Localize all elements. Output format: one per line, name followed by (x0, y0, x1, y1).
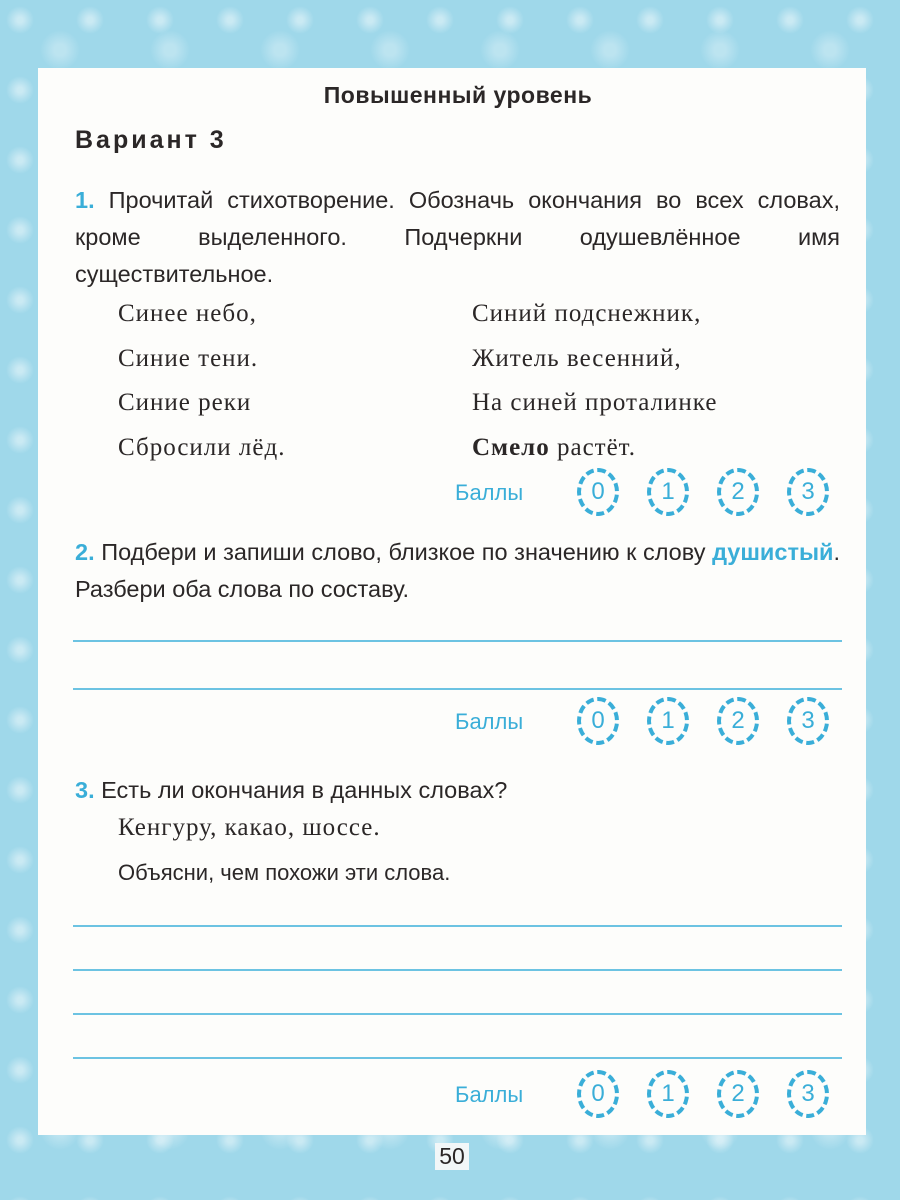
score-option-2[interactable]: 2 (717, 697, 759, 745)
answer-line[interactable] (73, 925, 842, 927)
score-selector-2 (455, 697, 855, 747)
score-option-2[interactable]: 2 (717, 468, 759, 516)
answer-line[interactable] (73, 1013, 842, 1015)
score-option-0[interactable]: 0 (577, 1070, 619, 1118)
poem-right-column (472, 292, 717, 470)
variant-title: Вариант 3 (75, 126, 227, 154)
score-selector-1 (455, 468, 855, 518)
poem-line: Синие тени. (118, 344, 259, 372)
poem-line: Синий подснежник, (472, 300, 702, 327)
score-label: Баллы (455, 709, 524, 734)
page-number: 50 (435, 1143, 469, 1170)
task-text: Прочитай стихотворение. Обозначь окончания во всех словах, кроме выделенного. Подчеркни одушевлённое имя существительное. (75, 187, 841, 287)
highlighted-word: Смело (472, 433, 550, 461)
poem-line: Синее небо, (118, 300, 257, 327)
task-2-instructions: 2. Подбери и запиши слово, близкое по значению к слову душистый. Разбери оба слова по составу. (75, 539, 840, 602)
task-3-prompt: Объясни, чем похожи эти слова. (118, 860, 451, 885)
answer-line[interactable] (73, 1057, 842, 1059)
score-option-3[interactable]: 3 (787, 1070, 829, 1118)
task-number: 1. (75, 187, 95, 213)
poem-line: Житель весенний, (472, 344, 682, 372)
score-option-0[interactable]: 0 (577, 468, 619, 516)
score-option-1[interactable]: 1 (647, 697, 689, 745)
answer-line[interactable] (73, 640, 842, 642)
score-option-1[interactable]: 1 (647, 1070, 689, 1118)
task-number: 2. (75, 539, 95, 565)
score-label: Баллы (455, 480, 524, 505)
answer-line[interactable] (73, 688, 842, 690)
task-3-words: Кенгуру, какао, шоссе. (118, 814, 381, 841)
score-selector-3 (455, 1070, 855, 1120)
poem-line: На синей проталинке (472, 389, 718, 416)
poem-line: Смело растёт. (472, 433, 636, 461)
score-option-3[interactable]: 3 (787, 697, 829, 745)
score-option-0[interactable]: 0 (577, 697, 619, 745)
target-word: душистый (712, 539, 834, 565)
score-option-1[interactable]: 1 (647, 468, 689, 516)
answer-line[interactable] (73, 969, 842, 971)
poem-line: Синие реки (118, 389, 252, 416)
poem-left-column (118, 292, 285, 470)
task-number: 3. (75, 777, 95, 803)
task-1-instructions (75, 182, 840, 293)
score-label: Баллы (455, 1082, 524, 1107)
score-option-3[interactable]: 3 (787, 468, 829, 516)
section-heading: Повышенный уровень (323, 82, 593, 108)
task-3-question: 3. Есть ли окончания в данных словах? (75, 777, 508, 803)
poem-line: Сбросили лёд. (118, 433, 286, 461)
score-option-2[interactable]: 2 (717, 1070, 759, 1118)
